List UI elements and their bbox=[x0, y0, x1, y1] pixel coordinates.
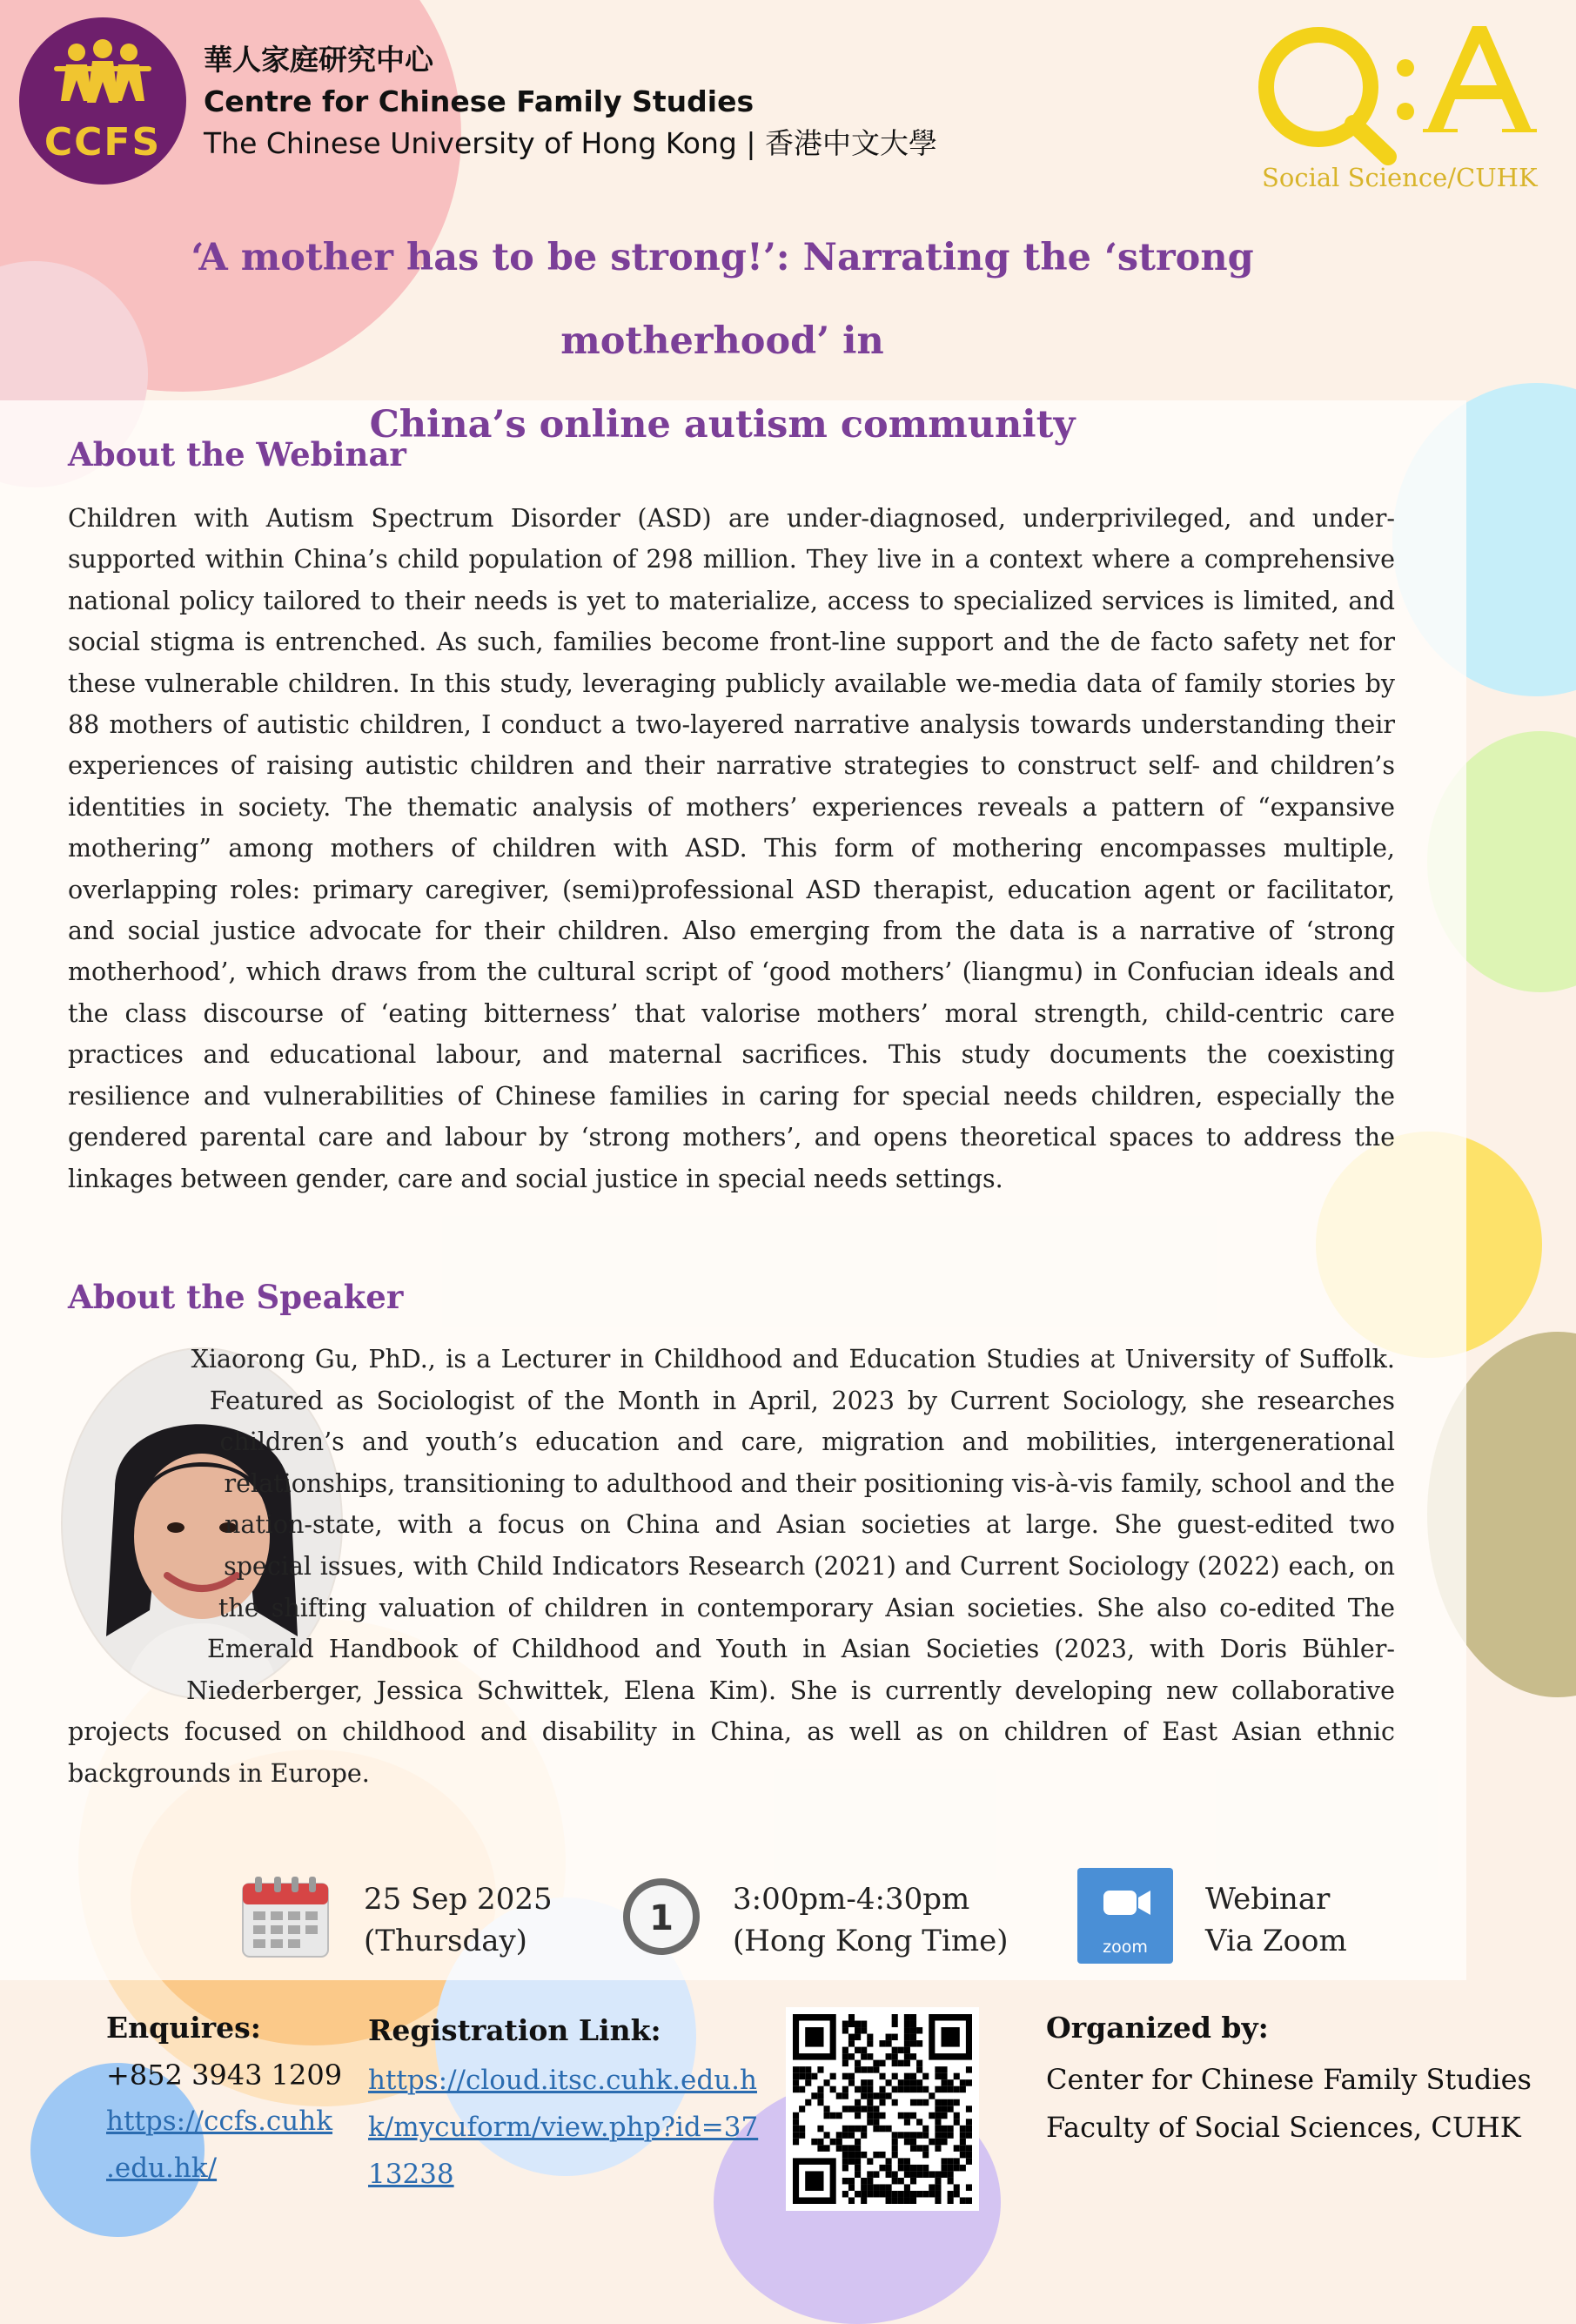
event-timezone: (Hong Kong Time) bbox=[733, 1924, 1009, 1958]
university-name: The Chinese University of Hong Kong | 香港中文大學 bbox=[204, 126, 937, 160]
organizer-2: Faculty of Social Sciences, CUHK bbox=[1046, 2111, 1521, 2144]
ccfs-logo bbox=[19, 17, 186, 185]
website-link[interactable] bbox=[106, 2098, 342, 2192]
website-link-line-2[interactable]: .edu.hk/ bbox=[106, 2153, 218, 2184]
website-link-line-1[interactable]: https://ccfs.cuhk bbox=[106, 2106, 333, 2137]
zoom-icon bbox=[1077, 1868, 1173, 1964]
org-name-en: Centre for Chinese Family Studies bbox=[204, 84, 754, 118]
event-platform: Via Zoom bbox=[1205, 1924, 1347, 1958]
logo-text: CCFS bbox=[44, 120, 162, 165]
enquiries-block bbox=[106, 2052, 342, 2192]
family-figures-icon bbox=[19, 17, 186, 122]
registration-link[interactable] bbox=[368, 2057, 758, 2198]
event-date-block bbox=[364, 1878, 553, 1962]
about-speaker-heading: About the Speaker bbox=[68, 1278, 404, 1316]
organizers-block bbox=[1046, 2056, 1532, 2152]
registration-heading: Registration Link: bbox=[368, 2013, 661, 2047]
registration-qr-code[interactable] bbox=[786, 2007, 979, 2211]
speaker-bio: Xiaorong Gu, PhD., is a Lecturer in Childhood and Education Studies at University of Suffolk. Featured as Sociologist of the Month in April, 2023 by Current Sociology, she researches children’s and youth’s education and care, migration and mobilities, intergenerational relationships, transitioning to adulthood and their positioning vis-à-vis family, school and the nation-state, with a focus on China and Asian societies at large. She guest-edited two special issues, with Child Indicators Research (2021) and Current Sociology (2022) each, on the shifting valuation of children in contemporary Asian societies. She also co-edited The Emerald Handbook of Childhood and Youth in Asian Societies (2023, with Doris Bühler-Niederberger, Jessica Schwittek, Elena Kim). She is currently developing new collaborative projects focused on childhood and disability in China, as well as on children of East Asian ethnic backgrounds in Europe. bbox=[68, 1345, 1395, 1788]
svg-text:1: 1 bbox=[649, 1898, 674, 1938]
webinar-title bbox=[52, 216, 1392, 467]
calendar-icon bbox=[239, 1873, 332, 1960]
event-time-block bbox=[733, 1878, 1008, 1962]
event-date: 25 Sep 2025 bbox=[364, 1882, 553, 1917]
about-webinar-body: Children with Autism Spectrum Disorder (ASD) are under-diagnosed, underprivileged, and under-supported within China’s child population of 298 million. They live in a context where a comprehensive national policy tailored to their needs is yet to materialize, access to specialized services is limited, and social stigma is entrenched. As such, families become front-line support and the de facto safety net for these vulnerable children. In this study, leveraging publicly available we-media data of family stories by 88 mothers of autistic children, I conduct a two-layered narrative analysis towards understanding their experiences of raising autistic children and their narrative strategies to construct self- and children’s identities in society. The thematic analysis of mothers’ experiences reveals a pattern of “expansive mothering” among mothers of children with ASD. This form of mothering encompasses multiple, overlapping roles: primary caregiver, (semi)professional ASD therapist, education agent or facilitator, and social justice advocate for their children. Also emerging from the data is a narrative of ‘strong motherhood’, which draws from the cultural script of ‘good mothers’ (liangmu) in Confucian ideals and the class discourse of ‘eating bitterness’ that valorise mothers’ moral strength, child-centric care practices and educational labour, and maternal sacrifices. This study documents the coexisting resilience and vulnerabilities of Chinese families in caring for special needs children, especially the gendered parental care and labour by ‘strong mothers’, and opens theoretical spaces to address the linkages between gender, care and social justice in special needs settings. bbox=[68, 504, 1395, 1193]
title-line-2: China’s online autism community bbox=[369, 403, 1076, 447]
event-time: 3:00pm-4:30pm bbox=[733, 1882, 970, 1917]
about-webinar-heading: About the Webinar bbox=[68, 435, 406, 474]
clock-icon bbox=[620, 1876, 702, 1958]
organizer-1: Center for Chinese Family Studies bbox=[1046, 2063, 1532, 2096]
org-block bbox=[204, 39, 937, 165]
organized-heading: Organized by: bbox=[1046, 2011, 1269, 2045]
event-format-block bbox=[1205, 1878, 1347, 1962]
qa-subtitle: Social Science/CUHK bbox=[1262, 163, 1538, 192]
enquiries-phone: +852 3943 1209 bbox=[106, 2059, 343, 2092]
enquiries-heading: Enquires: bbox=[106, 2011, 261, 2045]
registration-link-line-2[interactable]: k/mycuform/view.php?id=37 bbox=[368, 2112, 759, 2143]
qr-code-pattern bbox=[793, 2014, 972, 2204]
org-name-zh: 華人家庭研究中心 bbox=[204, 43, 433, 77]
title-line-1: ‘A mother has to be strong!’: Narrating the ‘strong motherhood’ in bbox=[191, 236, 1254, 363]
event-format: Webinar bbox=[1205, 1882, 1331, 1917]
registration-link-line-3[interactable]: 13238 bbox=[368, 2159, 454, 2190]
zoom-label: zoom bbox=[1103, 1938, 1148, 1957]
video-camera-icon bbox=[1077, 1868, 1173, 1938]
registration-link-line-1[interactable]: https://cloud.itsc.cuhk.edu.h bbox=[368, 2065, 757, 2096]
speaker-bio-block bbox=[68, 1339, 1395, 1795]
event-day: (Thursday) bbox=[364, 1924, 527, 1958]
